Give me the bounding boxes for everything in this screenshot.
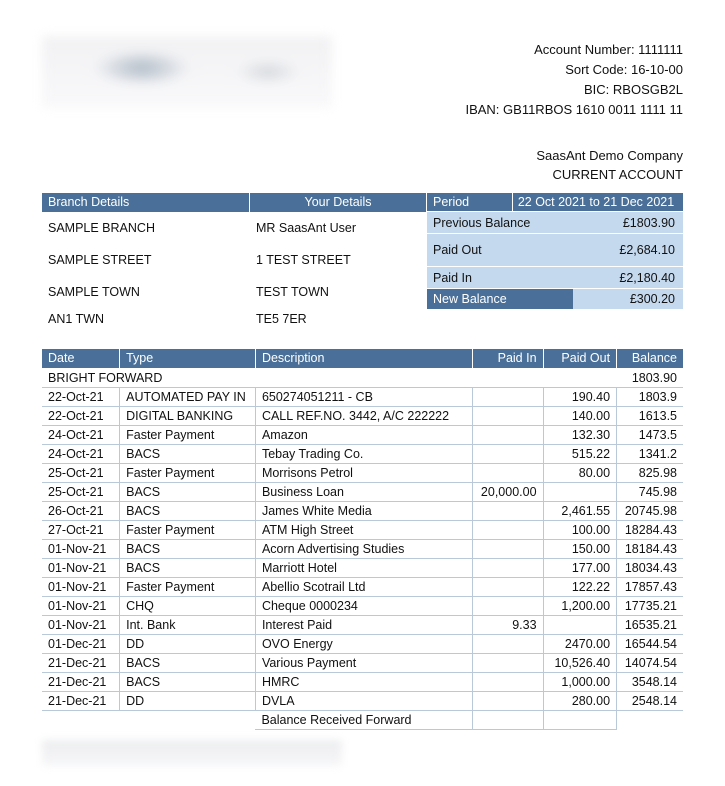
your-line-3: TEST TOWN <box>256 285 329 299</box>
details-table <box>42 193 427 331</box>
col-header-balance: Balance <box>617 349 683 368</box>
cell-balance: 20745.98 <box>617 501 683 520</box>
cell-description: Cheque 0000234 <box>255 596 473 615</box>
cell-description: Amazon <box>255 425 473 444</box>
cell-date: 01-Nov-21 <box>42 539 120 558</box>
cell-paid-in <box>473 387 543 406</box>
transactions-header-row <box>42 349 683 368</box>
cell-description: ATM High Street <box>255 520 473 539</box>
closing-balance-row <box>42 710 683 729</box>
cell-paid-in <box>473 501 543 520</box>
cell-paid-out: 190.40 <box>543 387 617 406</box>
bic-line: BIC: RBOSGB2L <box>584 82 683 97</box>
cell-type: BACS <box>120 672 256 691</box>
table-row <box>42 539 683 558</box>
details-row <box>42 244 427 276</box>
cell-type: DD <box>120 691 256 710</box>
cell-paid-out: 100.00 <box>543 520 617 539</box>
cell-description: 650274051211 - CB <box>255 387 473 406</box>
cell-paid-in <box>473 520 543 539</box>
table-row <box>42 596 683 615</box>
cell-date: 24-Oct-21 <box>42 425 120 444</box>
previous-balance-row <box>427 212 683 234</box>
sort-code-line: Sort Code: 16-10-00 <box>565 62 683 77</box>
balance-summary-table <box>427 193 683 310</box>
cell-paid-out: 280.00 <box>543 691 617 710</box>
cell-type: Faster Payment <box>120 520 256 539</box>
table-row <box>42 520 683 539</box>
cell-date: 21-Dec-21 <box>42 672 120 691</box>
cell-paid-out: 132.30 <box>543 425 617 444</box>
cell-date: 25-Oct-21 <box>42 482 120 501</box>
new-balance-value: £300.20 <box>573 289 683 309</box>
cell-paid-in <box>473 558 543 577</box>
cell-type: DIGITAL BANKING <box>120 406 256 425</box>
cell-balance: 18034.43 <box>617 558 683 577</box>
bank-logo-blurred <box>42 36 332 108</box>
cell-balance: 1473.5 <box>617 425 683 444</box>
new-balance-row <box>427 289 683 310</box>
cell-paid-out: 1,000.00 <box>543 672 617 691</box>
cell-paid-in: 20,000.00 <box>473 482 543 501</box>
cell-balance: 3548.14 <box>617 672 683 691</box>
table-row <box>42 558 683 577</box>
cell-balance: 1803.9 <box>617 387 683 406</box>
table-row <box>42 634 683 653</box>
transactions-body <box>42 368 683 729</box>
table-row <box>42 482 683 501</box>
account-type: CURRENT ACCOUNT <box>552 167 683 182</box>
new-balance-label: New Balance <box>433 292 507 306</box>
cell-date: 21-Dec-21 <box>42 653 120 672</box>
cell-date: 01-Nov-21 <box>42 596 120 615</box>
cell-paid-out <box>543 615 617 634</box>
cell-balance: 18284.43 <box>617 520 683 539</box>
paid-in-label: Paid In <box>433 271 472 285</box>
cell-paid-in <box>473 672 543 691</box>
cell-balance: 18184.43 <box>617 539 683 558</box>
cell-paid-out: 2,461.55 <box>543 501 617 520</box>
cell-type: BACS <box>120 653 256 672</box>
cell-paid-out: 80.00 <box>543 463 617 482</box>
cell-paid-in <box>473 425 543 444</box>
cell-description: Various Payment <box>255 653 473 672</box>
branch-line-2: SAMPLE STREET <box>48 253 152 267</box>
table-row <box>42 615 683 634</box>
cell-type: BACS <box>120 539 256 558</box>
account-number-line: Account Number: 1111111 <box>534 42 683 57</box>
cell-paid-in <box>473 596 543 615</box>
cell-paid-out: 122.22 <box>543 577 617 596</box>
paid-out-label: Paid Out <box>433 243 482 257</box>
cell-paid-out: 515.22 <box>543 444 617 463</box>
cell-description: Morrisons Petrol <box>255 463 473 482</box>
your-line-2: 1 TEST STREET <box>256 253 351 267</box>
branch-details-header: Branch Details <box>42 193 250 212</box>
previous-balance-label: Previous Balance <box>433 216 531 230</box>
opening-spacer-in <box>473 368 543 387</box>
cell-balance: 2548.14 <box>617 691 683 710</box>
branch-line-1: SAMPLE BRANCH <box>48 221 155 235</box>
cell-type: Faster Payment <box>120 425 256 444</box>
cell-balance: 825.98 <box>617 463 683 482</box>
table-row <box>42 672 683 691</box>
opening-balance-row <box>42 368 683 387</box>
cell-date: 01-Nov-21 <box>42 558 120 577</box>
table-row <box>42 387 683 406</box>
cell-paid-in <box>473 539 543 558</box>
cell-description: Acorn Advertising Studies <box>255 539 473 558</box>
cell-type: AUTOMATED PAY IN <box>120 387 256 406</box>
transactions-table <box>42 349 683 730</box>
opening-spacer-out <box>543 368 617 387</box>
paid-in-value: £2,180.40 <box>619 271 675 285</box>
cell-balance: 745.98 <box>617 482 683 501</box>
table-row <box>42 425 683 444</box>
details-row <box>42 308 427 331</box>
cell-type: BACS <box>120 558 256 577</box>
cell-paid-in <box>473 463 543 482</box>
cell-description: Interest Paid <box>255 615 473 634</box>
cell-paid-out <box>543 482 617 501</box>
cell-balance: 1341.2 <box>617 444 683 463</box>
cell-date: 22-Oct-21 <box>42 406 120 425</box>
company-block <box>42 146 683 184</box>
period-label: Period <box>427 193 513 211</box>
col-header-date: Date <box>42 349 120 368</box>
cell-description: Abellio Scotrail Ltd <box>255 577 473 596</box>
period-row <box>427 193 683 212</box>
cell-paid-in <box>473 444 543 463</box>
iban-line: IBAN: GB11RBOS 1610 0011 1111 11 <box>465 102 683 117</box>
paid-out-row <box>427 234 683 267</box>
cell-date: 26-Oct-21 <box>42 501 120 520</box>
table-row <box>42 501 683 520</box>
cell-paid-out: 2470.00 <box>543 634 617 653</box>
cell-type: CHQ <box>120 596 256 615</box>
closing-spacer-date <box>42 710 120 729</box>
cell-paid-out: 177.00 <box>543 558 617 577</box>
col-header-paid-in: Paid In <box>473 349 543 368</box>
cell-description: Marriott Hotel <box>255 558 473 577</box>
cell-description: CALL REF.NO. 3442, A/C 222222 <box>255 406 473 425</box>
cell-paid-out: 1,200.00 <box>543 596 617 615</box>
cell-description: James White Media <box>255 501 473 520</box>
company-name: SaasAnt Demo Company <box>536 148 683 163</box>
cell-description: Business Loan <box>255 482 473 501</box>
table-row <box>42 463 683 482</box>
your-details-header: Your Details <box>250 193 427 212</box>
cell-date: 22-Oct-21 <box>42 387 120 406</box>
cell-type: Faster Payment <box>120 577 256 596</box>
branch-line-3: SAMPLE TOWN <box>48 285 140 299</box>
cell-description: Tebay Trading Co. <box>255 444 473 463</box>
cell-type: Faster Payment <box>120 463 256 482</box>
table-row <box>42 653 683 672</box>
cell-date: 01-Dec-21 <box>42 634 120 653</box>
cell-paid-out: 140.00 <box>543 406 617 425</box>
col-header-paid-out: Paid Out <box>543 349 617 368</box>
opening-balance-value: 1803.90 <box>617 368 683 387</box>
paid-in-row <box>427 267 683 289</box>
cell-description: DVLA <box>255 691 473 710</box>
cell-balance: 16535.21 <box>617 615 683 634</box>
cell-description: HMRC <box>255 672 473 691</box>
col-header-type: Type <box>120 349 256 368</box>
opening-spacer-desc <box>255 368 473 387</box>
cell-description: OVO Energy <box>255 634 473 653</box>
closing-spacer-type <box>120 710 256 729</box>
closing-balance-label: Balance Received Forward <box>255 710 473 729</box>
period-value: 22 Oct 2021 to 21 Dec 2021 <box>517 195 675 209</box>
table-row <box>42 444 683 463</box>
cell-paid-in <box>473 634 543 653</box>
summary-section <box>42 193 683 331</box>
cell-paid-in <box>473 577 543 596</box>
your-line-1: MR SaasAnt User <box>256 221 357 235</box>
cell-paid-in <box>473 406 543 425</box>
cell-paid-out: 10,526.40 <box>543 653 617 672</box>
cell-date: 21-Dec-21 <box>42 691 120 710</box>
cell-paid-in: 9.33 <box>473 615 543 634</box>
cell-type: BACS <box>120 482 256 501</box>
cell-type: DD <box>120 634 256 653</box>
cell-paid-in <box>473 653 543 672</box>
cell-balance: 17735.21 <box>617 596 683 615</box>
previous-balance-value: £1803.90 <box>622 216 675 230</box>
table-row <box>42 577 683 596</box>
col-header-description: Description <box>255 349 473 368</box>
branch-line-4: AN1 TWN <box>48 312 105 326</box>
details-row <box>42 212 427 244</box>
opening-balance-label: BRIGHT FORWARD <box>42 368 255 387</box>
your-line-4: TE5 7ER <box>256 312 307 326</box>
cell-balance: 17857.43 <box>617 577 683 596</box>
cell-date: 27-Oct-21 <box>42 520 120 539</box>
cell-date: 24-Oct-21 <box>42 444 120 463</box>
paid-out-value: £2,684.10 <box>619 243 675 257</box>
cell-paid-out: 150.00 <box>543 539 617 558</box>
cell-type: Int. Bank <box>120 615 256 634</box>
cell-paid-in <box>473 691 543 710</box>
cell-date: 01-Nov-21 <box>42 577 120 596</box>
closing-spacer-out <box>543 710 617 729</box>
closing-spacer-balance <box>617 710 683 729</box>
cell-type: BACS <box>120 444 256 463</box>
closing-spacer-in <box>473 710 543 729</box>
cell-date: 01-Nov-21 <box>42 615 120 634</box>
cell-date: 25-Oct-21 <box>42 463 120 482</box>
details-row <box>42 276 427 308</box>
table-row <box>42 691 683 710</box>
table-row <box>42 406 683 425</box>
footer-blurred-strip <box>42 740 342 766</box>
details-header-row <box>42 193 427 212</box>
cell-balance: 14074.54 <box>617 653 683 672</box>
cell-balance: 16544.54 <box>617 634 683 653</box>
cell-balance: 1613.5 <box>617 406 683 425</box>
cell-type: BACS <box>120 501 256 520</box>
